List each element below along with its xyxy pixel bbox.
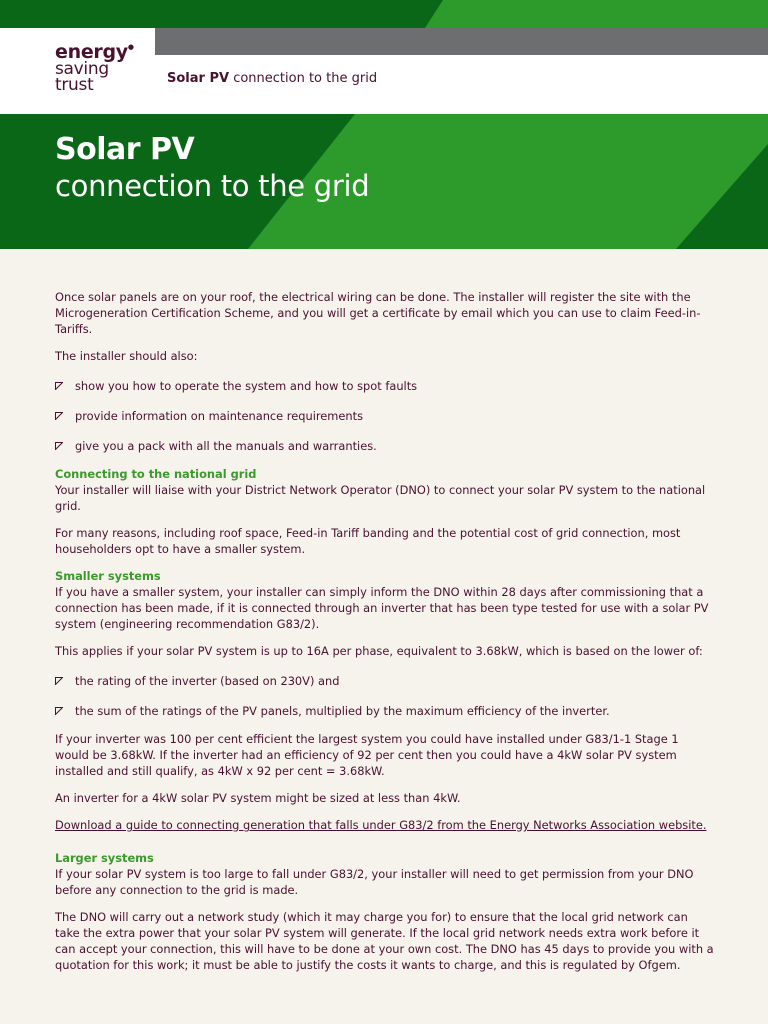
list-item [55,438,715,454]
list-item-text: show you how to operate the system and how to spot faults [75,379,418,393]
national-grid-paragraph-1: Your installer will liaise with your District Network Operator (DNO) to connect your solar PV system to the national grid. [55,483,706,513]
smaller-systems-paragraph-3: If your inverter was 100 per cent efficient the largest system you could have installed under G83/1-1 Stage 1 would be 3.68kW. If the inverter had an efficiency of 92 per cent then you could have a 4kW solar PV system installed and still qualify, as 4kW x 92 per cent = 3.68kW. [55,732,679,778]
energy-saving-trust-logo[interactable] [55,41,134,96]
installer-bullet-list [55,378,715,454]
larger-systems-paragraph-1: If your solar PV system is too large to fall under G83/2, your installer will need to get permission from your DNO before any connection to the grid is made. [55,867,694,897]
header-band [0,28,768,114]
hero-title-block [55,132,369,204]
hero-banner [0,114,768,249]
smaller-systems-paragraph-2: This applies if your solar PV system is up to 16A per phase, equivalent to 3.68kW, which is based on the lower of: [55,644,703,658]
top-decorative-strip [0,0,768,28]
logo-line-1: energy [55,41,128,63]
intro-paragraph: Once solar panels are on your roof, the electrical wiring can be done. The installer will register the site with the Microgeneration Certification Scheme, and you will get a certificate by email which you can use to claim Feed-in-Tariffs. [55,290,701,336]
triangle-bullet-icon [55,412,63,420]
triangle-bullet-icon [55,677,63,685]
smaller-systems-heading: Smaller systems [55,569,161,583]
hero-title: Solar PV [55,132,195,167]
larger-systems-heading: Larger systems [55,851,154,865]
logo-line-2: saving [55,59,109,80]
triangle-bullet-icon [55,707,63,715]
list-item-text: provide information on maintenance requirements [75,409,364,423]
smaller-systems-paragraph-1: If you have a smaller system, your installer can simply inform the DNO within 28 days after commissioning that a connection has been made, if it is connected through an inverter that has been type tested for use with a solar PV system (engineering recommendation G83/2). [55,585,709,631]
smaller-bullet-list [55,673,715,719]
list-item-text: the sum of the ratings of the PV panels, multiplied by the maximum efficiency of the inverter. [75,704,610,718]
header-title [167,71,377,86]
list-item [55,673,715,689]
national-grid-heading: Connecting to the national grid [55,467,257,481]
logo-line-3: trust [55,75,94,96]
list-item-text: the rating of the inverter (based on 230V) and [75,674,340,688]
list-item [55,378,715,394]
national-grid-paragraph-2: For many reasons, including roof space, Feed-in Tariff banding and the potential cost of grid connection, most householders opt to have a smaller system. [55,526,681,556]
list-item [55,703,715,719]
header-title-rest: connection to the grid [229,71,378,86]
list-item-text: give you a pack with all the manuals and warranties. [75,439,377,453]
header-title-bold: Solar PV [167,71,230,86]
logo-dot: ● [127,43,134,51]
ena-guide-download-link[interactable]: Download a guide to connecting generation that falls under G83/2 from the Energy Networks Association website. [55,818,707,832]
list-item [55,408,715,424]
installer-should-paragraph: The installer should also: [55,349,198,363]
smaller-systems-paragraph-4: An inverter for a 4kW solar PV system might be sized at less than 4kW. [55,791,461,805]
header-grey-bar [155,28,768,55]
triangle-bullet-icon [55,442,63,450]
triangle-bullet-icon [55,382,63,390]
larger-systems-paragraph-2: The DNO will carry out a network study (which it may charge you for) to ensure that the local grid network can take the extra power that your solar PV system will generate. If the local grid network needs extra work before it can accept your connection, this will have to be done at your own cost. The DNO has 45 days to provide you with a quotation for this work; it must be able to justify the costs it wants to charge, and this is regulated by Ofgem. [55,910,714,972]
main-content [55,289,715,973]
hero-subtitle: connection to the grid [55,169,370,203]
